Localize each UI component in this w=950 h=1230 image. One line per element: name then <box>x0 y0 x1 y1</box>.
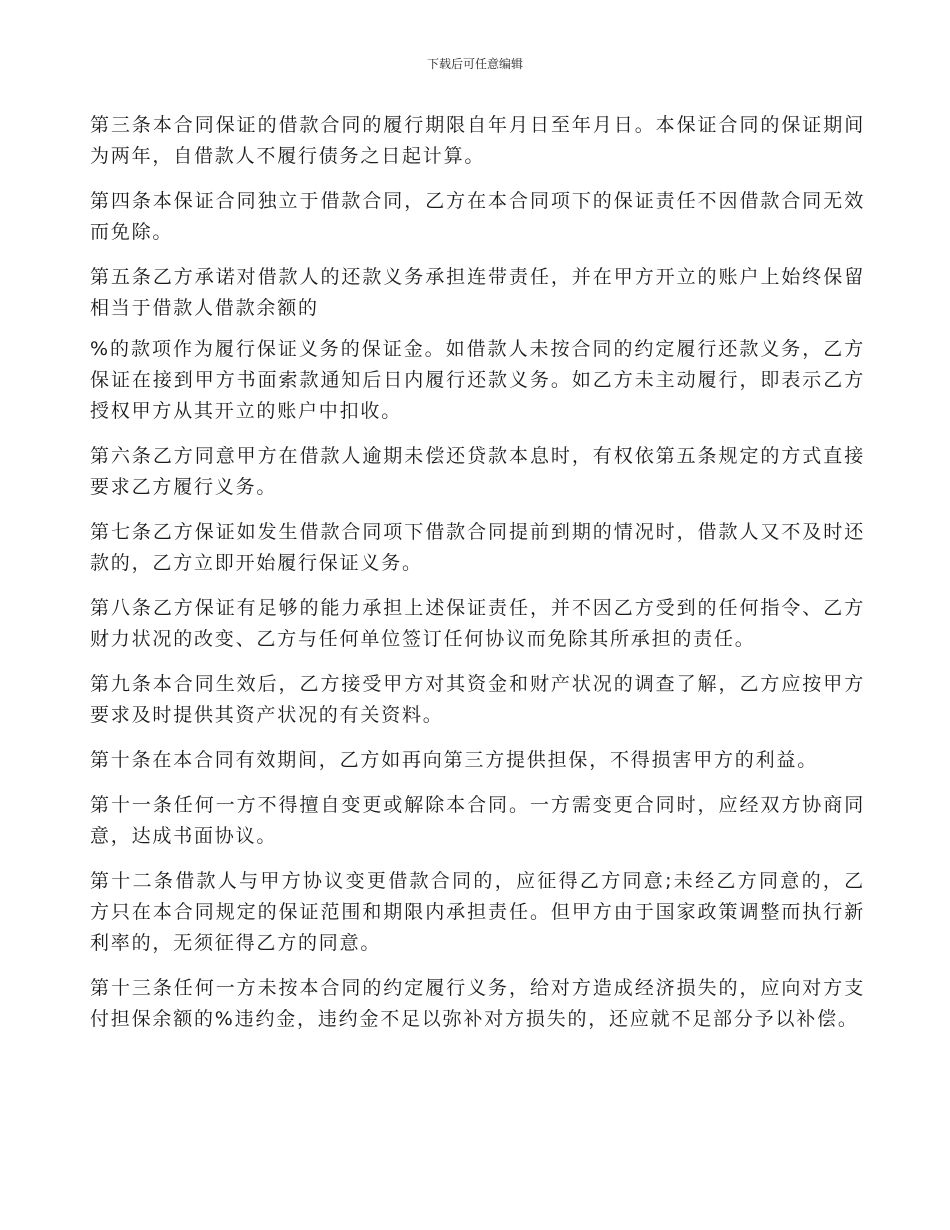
page-header: 下载后可任意编辑 <box>426 57 523 71</box>
clause-7: 第七条乙方保证如发生借款合同项下借款合同提前到期的情况时，借款人又不及时还款的，乙方立即开始履行保证义务。 <box>90 521 865 574</box>
clause-5-part-1: 第五条乙方承诺对借款人的还款义务承担连带责任，并在甲方开立的账户上始终保留相当于借款人借款余额的 <box>90 266 865 319</box>
clause-4: 第四条本保证合同独立于借款合同，乙方在本合同项下的保证责任不因借款合同无效而免除。 <box>90 190 865 243</box>
clause-3: 第三条本合同保证的借款合同的履行期限自年月日至年月日。本保证合同的保证期间为两年，自借款人不履行债务之日起计算。 <box>90 114 865 167</box>
clause-13: 第十三条任何一方未按本合同的约定履行义务，给对方造成经济损失的，应向对方支付担保余额的%违约金，违约金不足以弥补对方损失的，还应就不足部分予以补偿。 <box>90 977 865 1030</box>
clause-5-part-2: %的款项作为履行保证义务的保证金。如借款人未按合同的约定履行还款义务，乙方保证在接到甲方书面索款通知后日内履行还款义务。如乙方未主动履行，即表示乙方授权甲方从其开立的账户中扣收。 <box>90 338 865 422</box>
clause-9: 第九条本合同生效后，乙方接受甲方对其资金和财产状况的调查了解，乙方应按甲方要求及时提供其资产状况的有关资料。 <box>90 673 865 726</box>
clause-11: 第十一条任何一方不得擅自变更或解除本合同。一方需变更合同时，应经双方协商同意，达成书面协议。 <box>90 794 865 847</box>
document-body <box>90 110 865 1049</box>
clause-6: 第六条乙方同意甲方在借款人逾期未偿还贷款本息时，有权依第五条规定的方式直接要求乙方履行义务。 <box>90 445 865 498</box>
clause-10: 第十条在本合同有效期间，乙方如再向第三方提供担保，不得损害甲方的利益。 <box>90 749 819 771</box>
clause-12: 第十二条借款人与甲方协议变更借款合同的，应征得乙方同意;未经乙方同意的，乙方只在本合同规定的保证范围和期限内承担责任。但甲方由于国家政策调整而执行新利率的，无须征得乙方的同意。 <box>90 870 865 954</box>
clause-8: 第八条乙方保证有足够的能力承担上述保证责任，并不因乙方受到的任何指令、乙方财力状况的改变、乙方与任何单位签订任何协议而免除其所承担的责任。 <box>90 597 865 650</box>
